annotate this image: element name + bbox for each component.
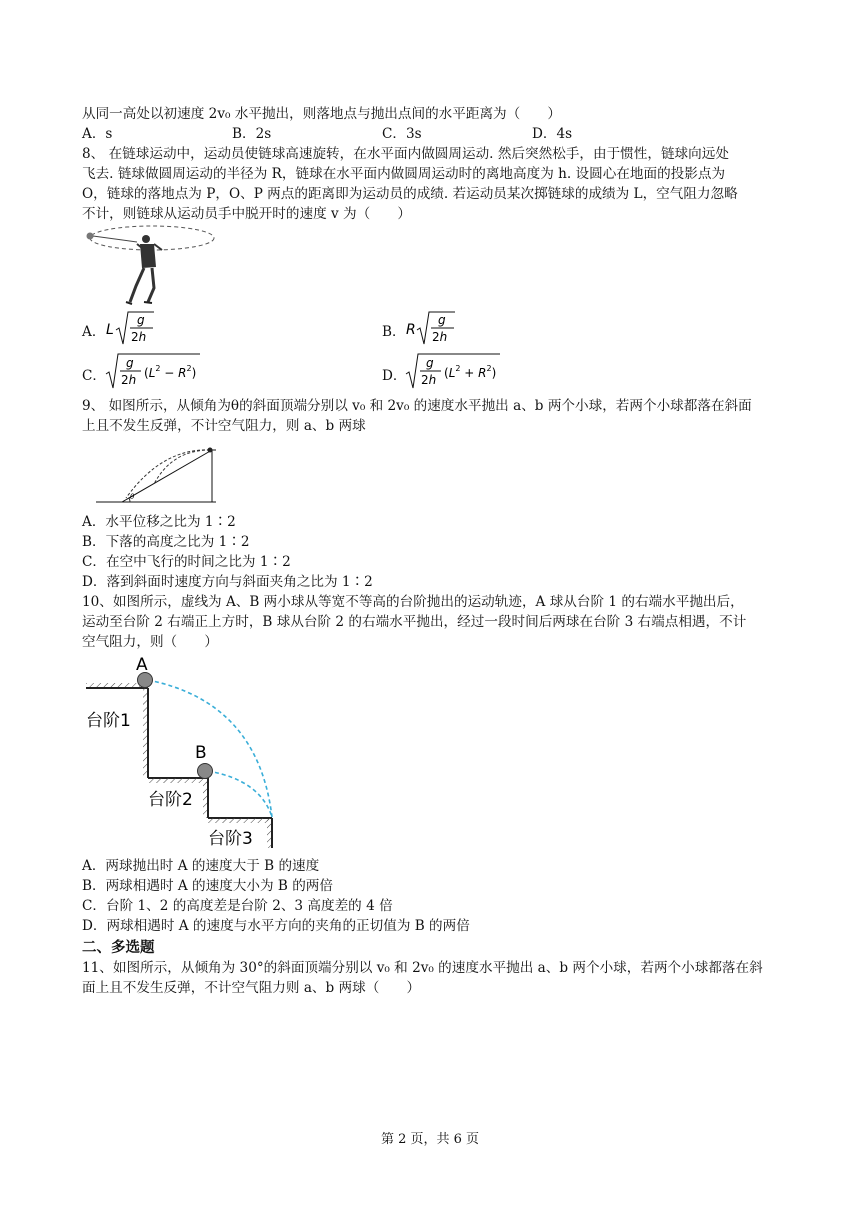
q8-formula-b (404, 308, 464, 348)
step-3-label: 台阶3 (208, 829, 253, 849)
q8-line-4: 不计，则链球从运动员手中脱开时的速度 v 为（ ） (82, 206, 411, 222)
svg-text:2h: 2h (432, 330, 448, 344)
q8-line-2: 飞去. 链球做圆周运动的半径为 R，链球在水平面内做圆周运动时的离地高度为 h. 设圆心在地面的投影点为 (82, 166, 726, 182)
page-footer: 第 2 页，共 6 页 (380, 1132, 480, 1147)
q10-option-d: D．两球相遇时 A 的速度与水平方向的夹角的正切值为 B 的两倍 (82, 918, 470, 934)
svg-text:L: L (106, 322, 114, 338)
svg-text:2h: 2h (121, 373, 137, 387)
q8-line-3: O，链球的落地点为 P，O、P 两点的距离即为运动员的成绩. 若运动员某次掷链球的成绩为 L，空气阻力忽略 (82, 186, 738, 202)
section-heading-multiple-choice: 二、多选题 (82, 939, 155, 956)
svg-text:(L2 + R2): $(L^2 + R^2)$ (444, 364, 497, 380)
q9-line-1: 9、 如图所示，从倾角为θ的斜面顶端分别以 v₀ 和 2v₀ 的速度水平抛出 a、b 两个小球，若两个小球都落在斜面 (82, 398, 752, 414)
q11-line-2: 面上且不发生反弹，不计空气阻力则 a、b 两球（ ） (82, 980, 421, 996)
incline-figure (92, 442, 222, 506)
q11-line-1: 11、如图所示，从倾角为 30°的斜面顶端分别以 v₀ 和 2v₀ 的速度水平抛出 a、b 两个小球，若两个小球都落在斜 (82, 960, 763, 976)
q7-option-c: C．3s (382, 126, 422, 142)
q7-stem: 从同一高处以初速度 2v₀ 水平抛出，则落地点与抛出点间的水平距离为（ ） (82, 106, 562, 122)
q7-option-b: B．2s (232, 126, 272, 142)
q8-formula-a (104, 308, 164, 348)
svg-text:θ: θ (130, 493, 135, 501)
svg-text:(L2 − R2): $(L^2 - R^2)$ (144, 364, 197, 380)
q10-line-2: 运动至台阶 2 右端正上方时，B 球从台阶 2 的右端水平抛出，经过一段时间后两球在台阶 3 右端点相遇，不计 (82, 614, 747, 630)
q9-line-2: 上且不发生反弹，不计空气阻力，则 a、b 两球 (82, 418, 366, 434)
q8-option-c-label: C． (82, 368, 106, 384)
q9-option-a: A．水平位移之比为 1∶2 (82, 514, 236, 530)
svg-text:g: g (426, 356, 434, 370)
svg-text:2h: 2h (131, 330, 147, 344)
svg-text:g: g (438, 313, 446, 327)
q10-line-1: 10、如图所示，虚线为 A、B 两小球从等宽不等高的台阶抛出的运动轨迹，A 球从台阶 1 的右端水平抛出后， (82, 594, 744, 610)
q10-option-b: B．两球相遇时 A 的速度大小为 B 的两倍 (82, 878, 333, 894)
q7-option-a: A．s (82, 126, 113, 142)
q8-option-b-label: B． (382, 324, 406, 340)
svg-text:2h: 2h (421, 373, 437, 387)
q10-option-a: A．两球抛出时 A 的速度大于 B 的速度 (82, 858, 320, 874)
svg-text:g: g (126, 356, 134, 370)
q10-option-c: C．台阶 1、2 的高度差是台阶 2、3 高度差的 4 倍 (82, 898, 393, 914)
step-2-label: 台阶2 (148, 790, 193, 810)
q8-formula-d (404, 350, 504, 392)
q9-option-b: B．下落的高度之比为 1∶2 (82, 534, 250, 550)
ball-b-label: B (195, 743, 207, 763)
ball-a-label: A (136, 655, 148, 675)
svg-text:R: R (406, 322, 416, 338)
svg-text:g: g (137, 313, 145, 327)
q9-option-c: C．在空中飞行的时间之比为 1∶2 (82, 554, 291, 570)
q10-line-3: 空气阻力，则（ ） (82, 634, 218, 650)
q8-formula-c (104, 350, 204, 392)
hammer-throw-figure (82, 222, 222, 308)
q9-option-d: D．落到斜面时速度方向与斜面夹角之比为 1∶2 (82, 574, 373, 590)
step-1-label: 台阶1 (86, 711, 131, 731)
q8-line-1: 8、 在链球运动中，运动员使链球高速旋转，在水平面内做圆周运动. 然后突然松手，由于惯性，链球向远处 (82, 146, 729, 162)
q8-option-a-label: A． (82, 324, 106, 340)
stairs-figure (82, 652, 282, 852)
q8-option-d-label: D． (382, 368, 407, 384)
q7-option-d: D．4s (532, 126, 573, 142)
